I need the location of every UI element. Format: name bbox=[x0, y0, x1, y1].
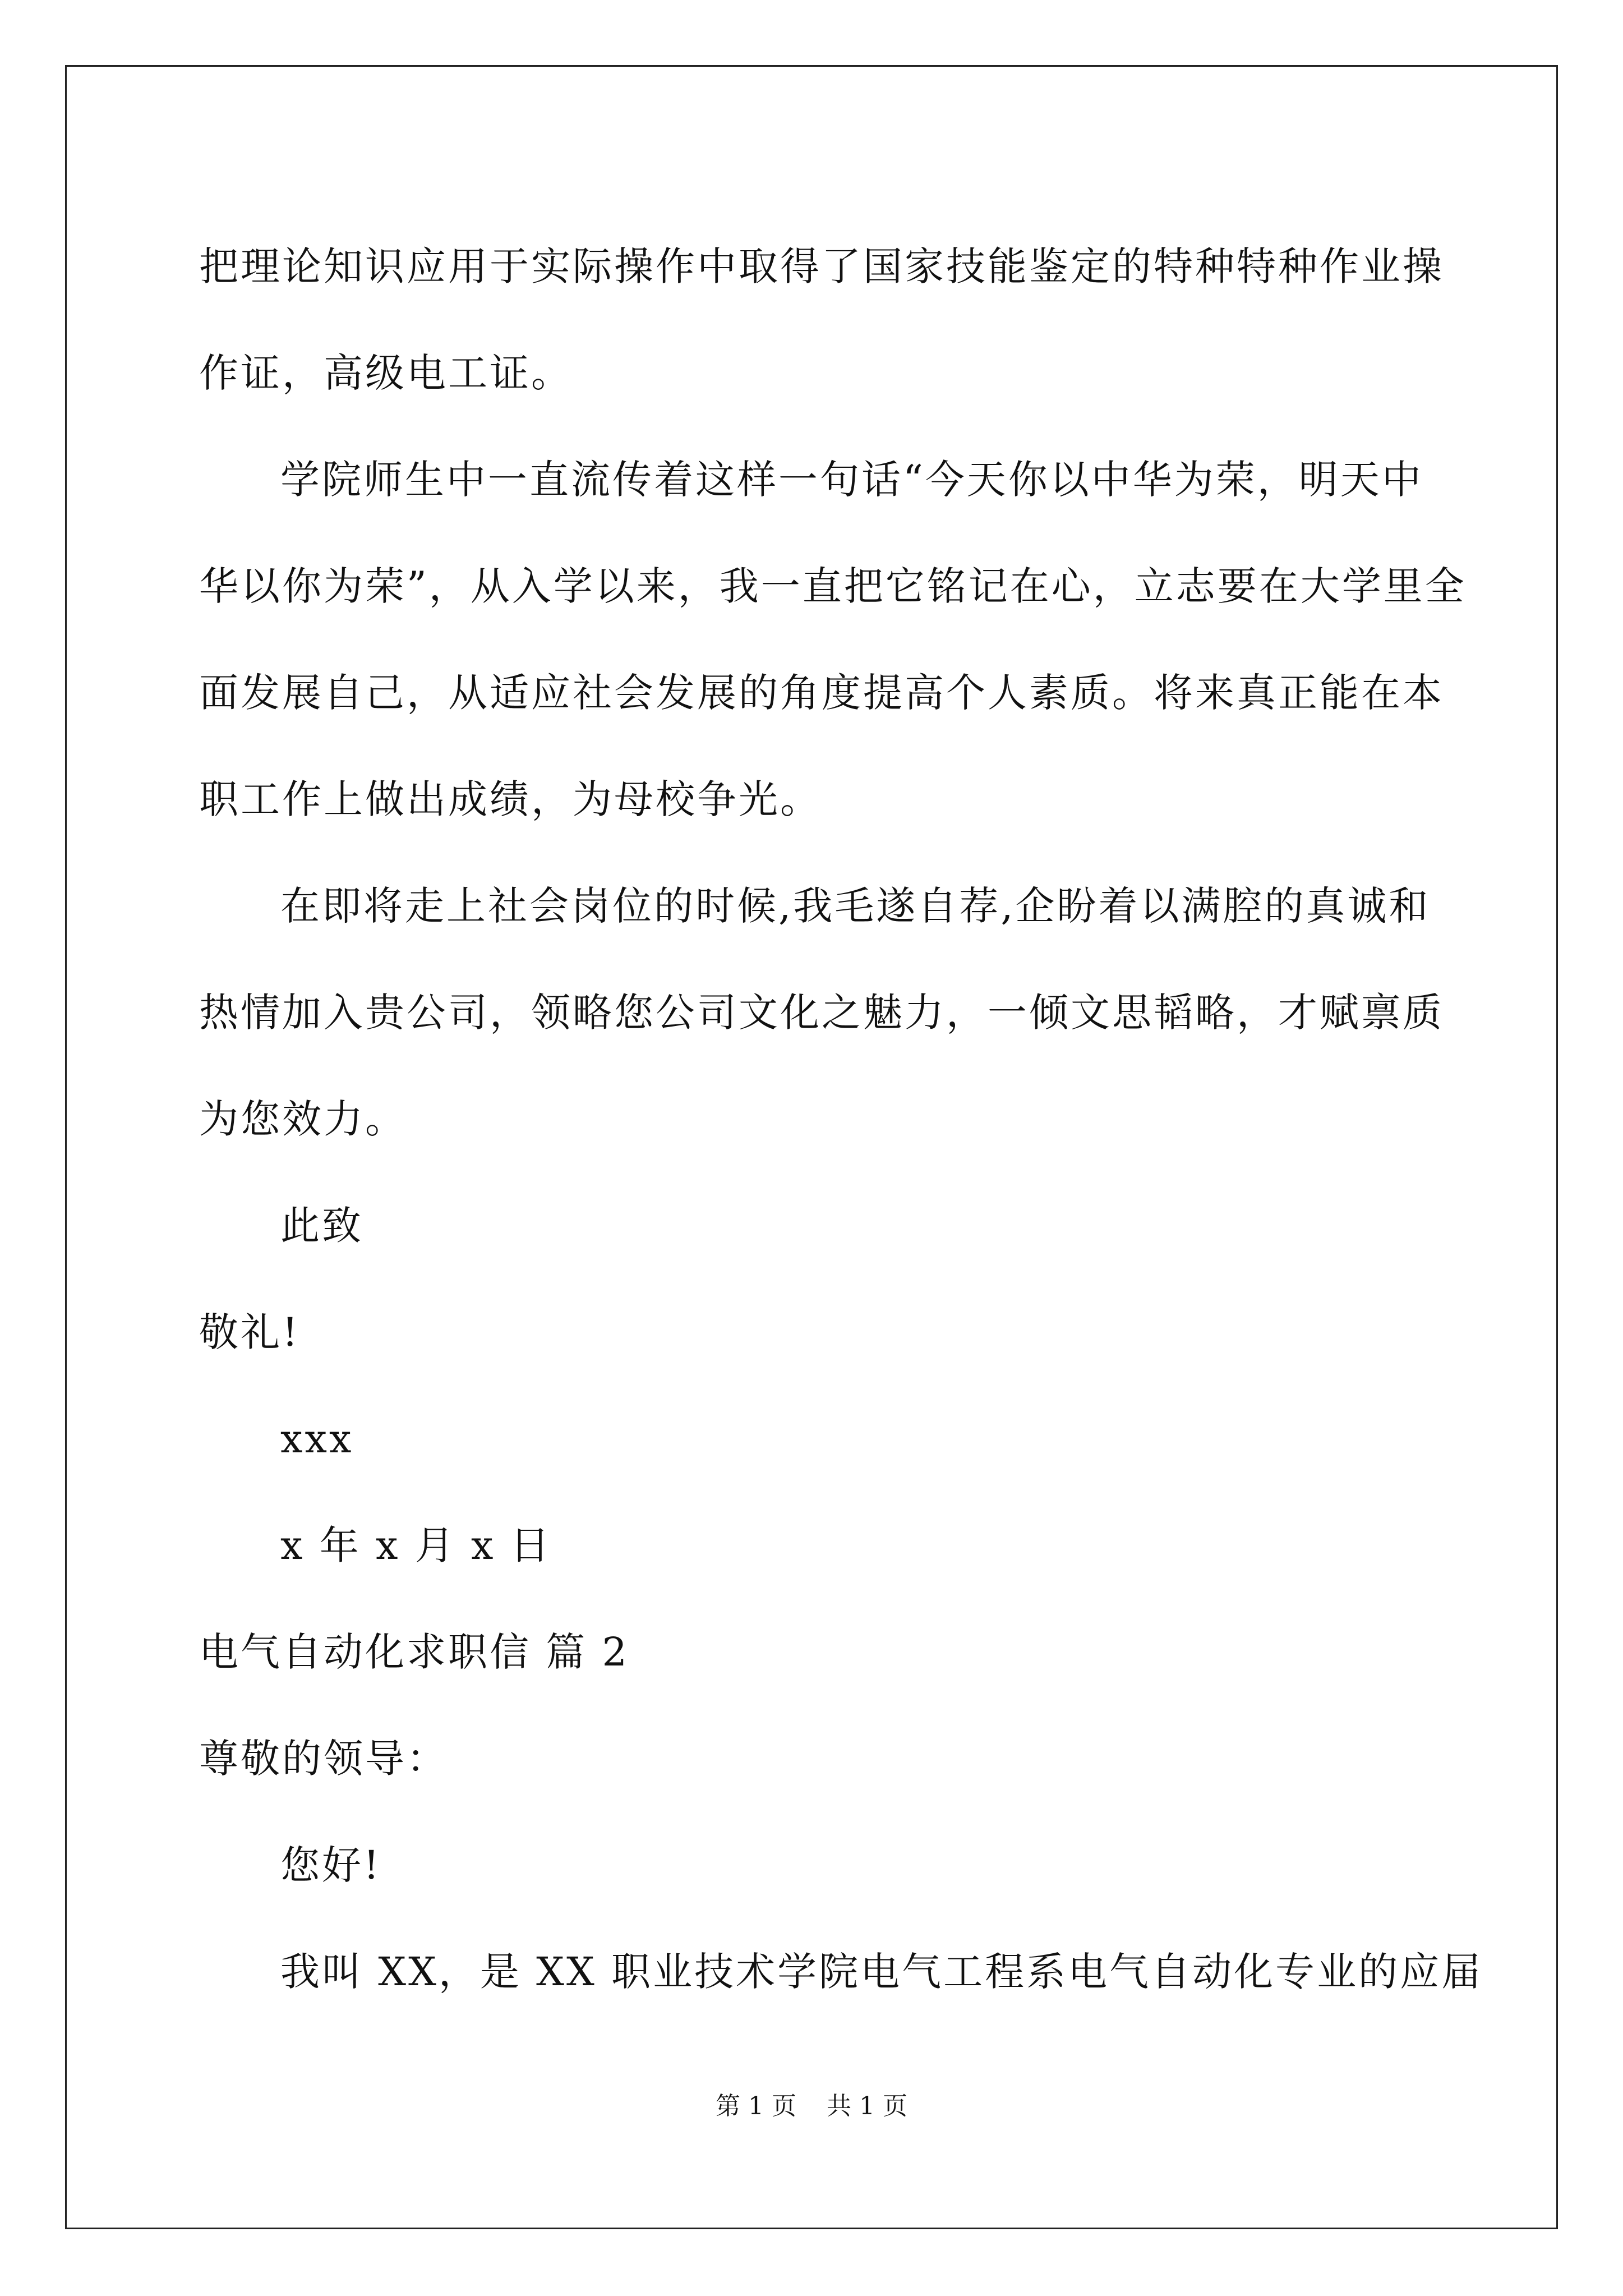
signature-date: x 年 x 月 x 日 bbox=[280, 1522, 552, 1568]
body-line: 职工作上做出成绩，为母校争光。 bbox=[199, 776, 822, 822]
body-line: 面发展自己，从适应社会发展的角度提高个人素质。将来真正能在本 bbox=[199, 670, 1444, 716]
page-total: 共 1 页 bbox=[827, 2092, 907, 2120]
body-line: 为您效力。 bbox=[199, 1096, 407, 1142]
body-line: 作证，高级电工证。 bbox=[199, 350, 573, 396]
body-line: 学院师生中一直流传着这样一句话“今天你以中华为荣，明天中 bbox=[280, 457, 1423, 503]
body-line: 华以你为荣”，从入学以来，我一直把它铭记在心，立志要在大学里全 bbox=[199, 563, 1467, 609]
page-footer bbox=[0, 2090, 1623, 2123]
closing-regards: 敬礼! bbox=[199, 1309, 301, 1355]
page-number: 第 1 页 bbox=[716, 2092, 796, 2120]
signature-name: xxx bbox=[280, 1416, 354, 1462]
closing-salutation: 此致 bbox=[280, 1203, 363, 1249]
body-line: 热情加入贵公司，领略您公司文化之魅力，一倾文思韬略，才赋禀质 bbox=[199, 990, 1444, 1036]
section-heading: 电气自动化求职信 篇 2 bbox=[199, 1629, 630, 1675]
body-line: 把理论知识应用于实际操作中取得了国家技能鉴定的特种特种作业操 bbox=[199, 243, 1444, 289]
greeting: 尊敬的领导： bbox=[199, 1736, 448, 1782]
document-body bbox=[199, 213, 1483, 2025]
body-line: 在即将走上社会岗位的时候,我毛遂自荐,企盼着以满腔的真诚和 bbox=[280, 883, 1431, 929]
body-line: 我叫 XX，是 XX 职业技术学院电气工程系电气自动化专业的应届 bbox=[280, 1949, 1483, 1995]
greeting-hello: 您好! bbox=[280, 1842, 382, 1888]
